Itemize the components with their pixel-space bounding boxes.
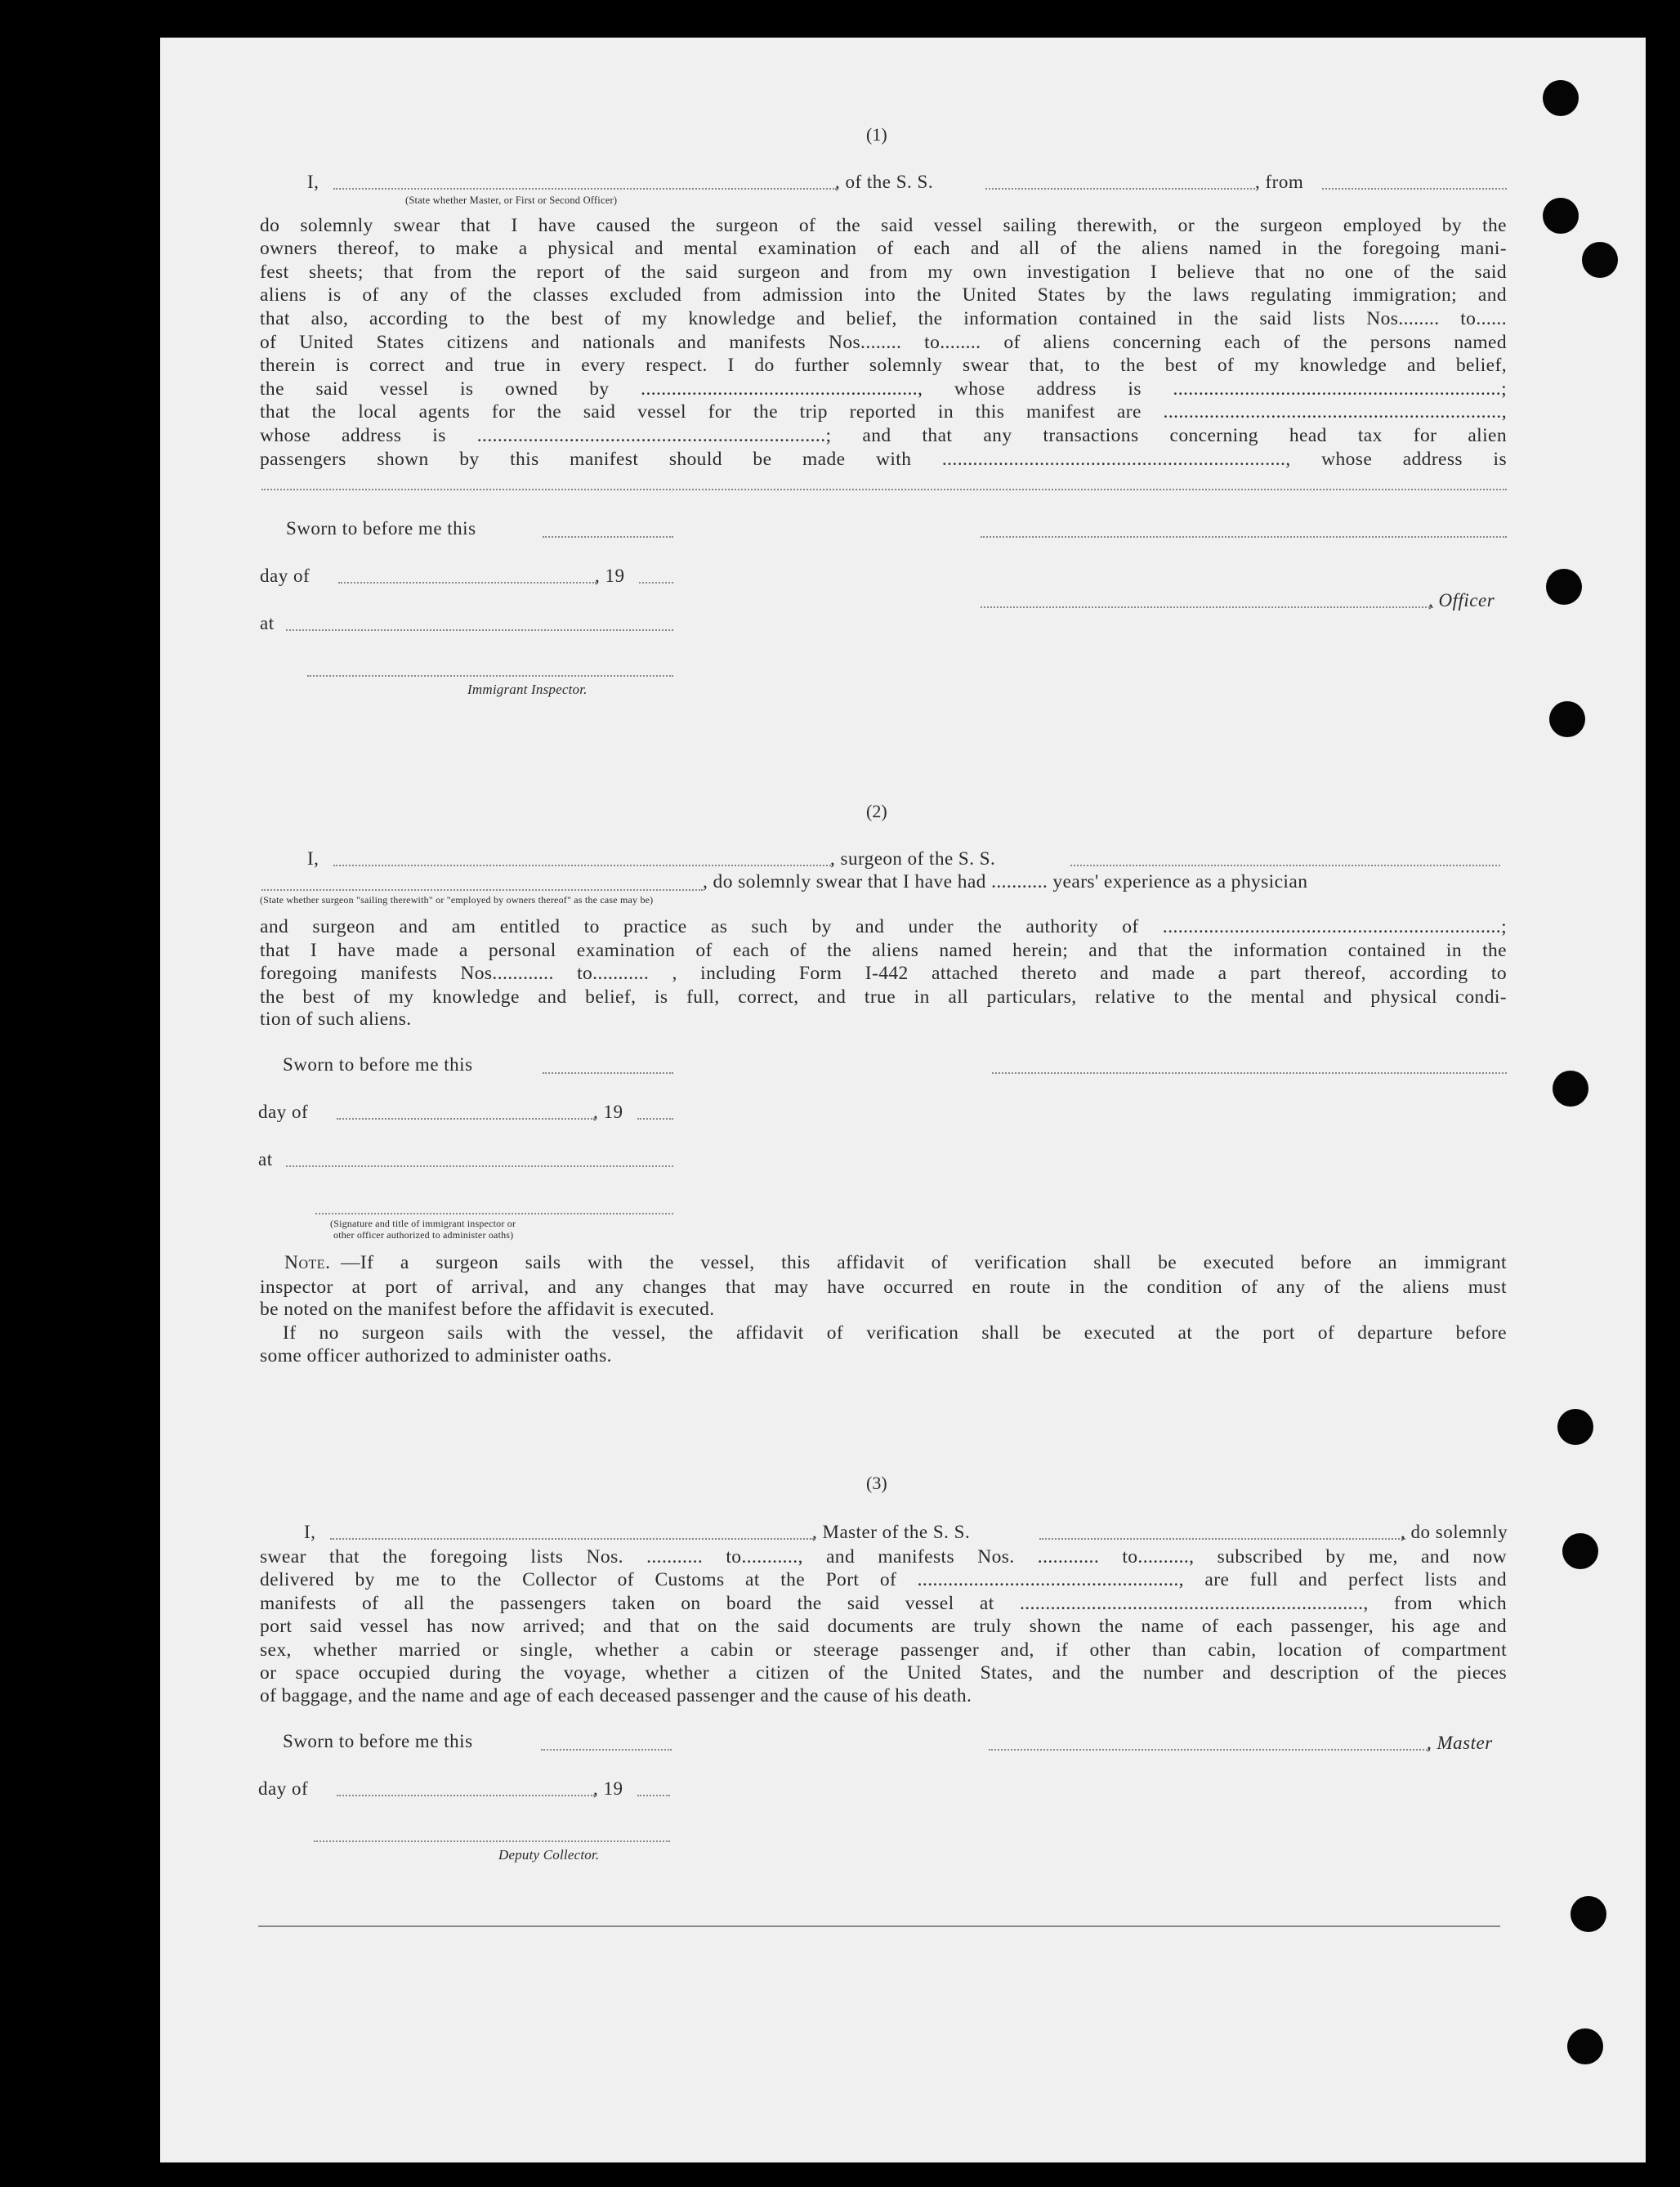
at-label: at (260, 613, 275, 633)
oath-2-line: and surgeon and am entitled to practice as such by and under the authority of ..................................................................; (260, 916, 1507, 937)
year-label: , 19 (593, 1778, 623, 1799)
binder-hole (1546, 569, 1582, 605)
signature-caption: other officer authorized to administer oaths) (333, 1229, 514, 1241)
collector-title: Deputy Collector. (498, 1847, 600, 1863)
master-label: , Master (1427, 1733, 1493, 1753)
oath-2-last-line: tion of such aliens. (260, 1009, 412, 1030)
vessel-blank (985, 188, 1255, 190)
sworn-date-blank (543, 536, 673, 538)
oath-1-line: the said vessel is owned by ......................................................, whose address is ................................................................; (260, 378, 1507, 400)
section-1-number: (1) (866, 124, 887, 145)
oath-3-line: swear that the foregoing lists Nos. ........... to..........., and manifests Nos. ............ to.........., subscribed by me, and now (260, 1546, 1507, 1568)
year-label: , 19 (595, 566, 625, 586)
bottom-rule (258, 1925, 1500, 1927)
oath-1-line: do solemnly swear that I have caused the surgeon of the said vessel sailing therewith, or the surgeon employed by the (260, 215, 1507, 236)
at-blank (286, 629, 673, 631)
from-blank (1322, 188, 1507, 190)
oath-1-line: whose address is ....................................................................; and that any transactions concerning head tax for alien (260, 425, 1507, 446)
do-solemnly-label: , do solemnly (1401, 1522, 1508, 1542)
sworn-label: Sworn to before me this (283, 1731, 473, 1751)
name-blank (333, 188, 837, 190)
section-2-i: I, (307, 848, 319, 869)
years-experience-line: , do solemnly swear that I have had ........... years' experience as a physician (703, 871, 1308, 892)
officer-sig-blank-top (981, 536, 1507, 538)
day-blank (337, 1118, 595, 1120)
section-3-i: I, (304, 1522, 316, 1542)
section-3-number: (3) (866, 1473, 887, 1493)
officer-label: , Officer (1428, 590, 1495, 610)
binder-hole (1557, 1409, 1593, 1445)
oath-1-line: owners thereof, to make a physical and mental examination of each and all of the aliens named in the foregoing mani- (260, 238, 1507, 259)
sworn-date-blank (541, 1749, 672, 1751)
inspector-sig-blank (307, 675, 673, 677)
day-of-label: day of (260, 566, 311, 586)
note-line: —If a surgeon sails with the vessel, this affidavit of verification shall be executed before an immigrant (341, 1252, 1507, 1273)
oath-1-line: fest sheets; that from the report of the said surgeon and from my own investigation I believe that no one of the said (260, 262, 1507, 283)
oath-3-line: or space occupied during the voyage, whether a citizen of the United States, and the number and description of the pieces (260, 1662, 1507, 1684)
sworn-date-blank (543, 1072, 673, 1074)
note-label: Note. (284, 1252, 331, 1273)
address-blank (261, 489, 1507, 490)
binder-hole (1582, 242, 1618, 278)
master-sig-blank (989, 1749, 1430, 1751)
oath-1-line: aliens is of any of the classes excluded from admission into the United States by the laws regulating immigration; and (260, 284, 1507, 306)
note-2-line: If no surgeon sails with the vessel, the affidavit of verification shall be executed at the port of departure before (283, 1322, 1507, 1344)
oath-3-last-line: of baggage, and the name and age of each deceased passenger and the cause of his death. (260, 1685, 972, 1706)
oath-3-line: port said vessel has now arrived; and that on the said documents are truly shown the name of each passenger, his age and (260, 1616, 1507, 1637)
binder-hole (1549, 701, 1585, 737)
oath-2-line: that I have made a personal examination of each of the aliens named herein; and that the information contained in the (260, 940, 1507, 961)
binder-hole (1567, 2028, 1603, 2064)
surgeon-caption: (State whether surgeon "sailing therewith" or "employed by owners thereof" as the case may be) (260, 894, 654, 906)
day-of-label: day of (258, 1102, 309, 1122)
oath-1-line: passengers shown by this manifest should be made with ..................................................................., whose address is (260, 449, 1507, 470)
of-ss-label: , of the S. S. (835, 172, 934, 192)
at-blank (286, 1165, 673, 1167)
note-2-last-line: some officer authorized to administer oaths. (260, 1345, 612, 1366)
oath-1-line: of United States citizens and nationals and manifests Nos........ to........ of aliens concerning each of the persons named (260, 332, 1507, 353)
oath-2-line: foregoing manifests Nos............ to........... , including Form I-442 attached thereto and made a part thereof, according to (260, 963, 1507, 984)
surgeon-vessel-blank (1070, 865, 1500, 866)
year-label: , 19 (593, 1102, 623, 1122)
binder-hole (1543, 198, 1579, 234)
oath-3-line: manifests of all the passengers taken on board the said vessel at ..................................................................., from which (260, 1593, 1507, 1614)
surgeon-sig-blank (992, 1072, 1507, 1074)
oath-3-line: sex, whether married or single, whether a cabin or steerage passenger and, if other than cabin, location of compartment (260, 1639, 1507, 1661)
day-blank (337, 1795, 595, 1796)
at-label: at (258, 1149, 273, 1170)
surgeon-status-blank (261, 889, 703, 891)
from-label: , from (1255, 172, 1304, 192)
collector-sig-blank (314, 1840, 670, 1842)
binder-hole (1571, 1896, 1606, 1932)
sworn-label: Sworn to before me this (283, 1054, 473, 1075)
section-2-number: (2) (866, 801, 887, 821)
oath-3-line: delivered by me to the Collector of Customs at the Port of ..................................................., are full and perfect lists and (260, 1569, 1507, 1590)
day-blank (338, 582, 596, 584)
oath-2-line: the best of my knowledge and belief, is full, correct, and true in all particulars, relative to the mental and physical condi- (260, 986, 1507, 1008)
surgeon-name-blank (333, 865, 833, 866)
binder-hole (1553, 1071, 1588, 1107)
section-1-i: I, (307, 172, 319, 192)
binder-hole (1562, 1533, 1598, 1569)
master-vessel-blank (1039, 1538, 1405, 1540)
officer-sig-blank (981, 606, 1433, 608)
officer-caption: (State whether Master, or First or Second Officer) (405, 195, 618, 206)
signature-caption: (Signature and title of immigrant inspector or (330, 1218, 516, 1229)
inspector-sig-blank (315, 1213, 673, 1214)
day-of-label: day of (258, 1778, 309, 1799)
year-blank (637, 1118, 673, 1120)
surgeon-of-label: , surgeon of the S. S. (830, 848, 996, 869)
oath-1-line: that also, according to the best of my knowledge and belief, the information contained in the said lists Nos........ to...... (260, 308, 1507, 329)
binder-hole (1543, 80, 1579, 116)
year-blank (637, 1795, 670, 1796)
oath-1-line: that the local agents for the said vessel for the trip reported in this manifest are .................................................................., (260, 401, 1507, 423)
sworn-label: Sworn to before me this (286, 518, 476, 539)
inspector-title: Immigrant Inspector. (467, 682, 588, 697)
master-name-blank (330, 1538, 814, 1540)
master-of-label: , Master of the S. S. (812, 1522, 971, 1542)
oath-1-line: therein is correct and true in every respect. I do further solemnly swear that, to the best of my knowledge and belief, (260, 355, 1507, 376)
note-line: inspector at port of arrival, and any changes that may have occurred en route in the condition of any of the aliens must (260, 1277, 1507, 1298)
year-blank (639, 582, 673, 584)
note-last-line: be noted on the manifest before the affidavit is executed. (260, 1299, 715, 1320)
